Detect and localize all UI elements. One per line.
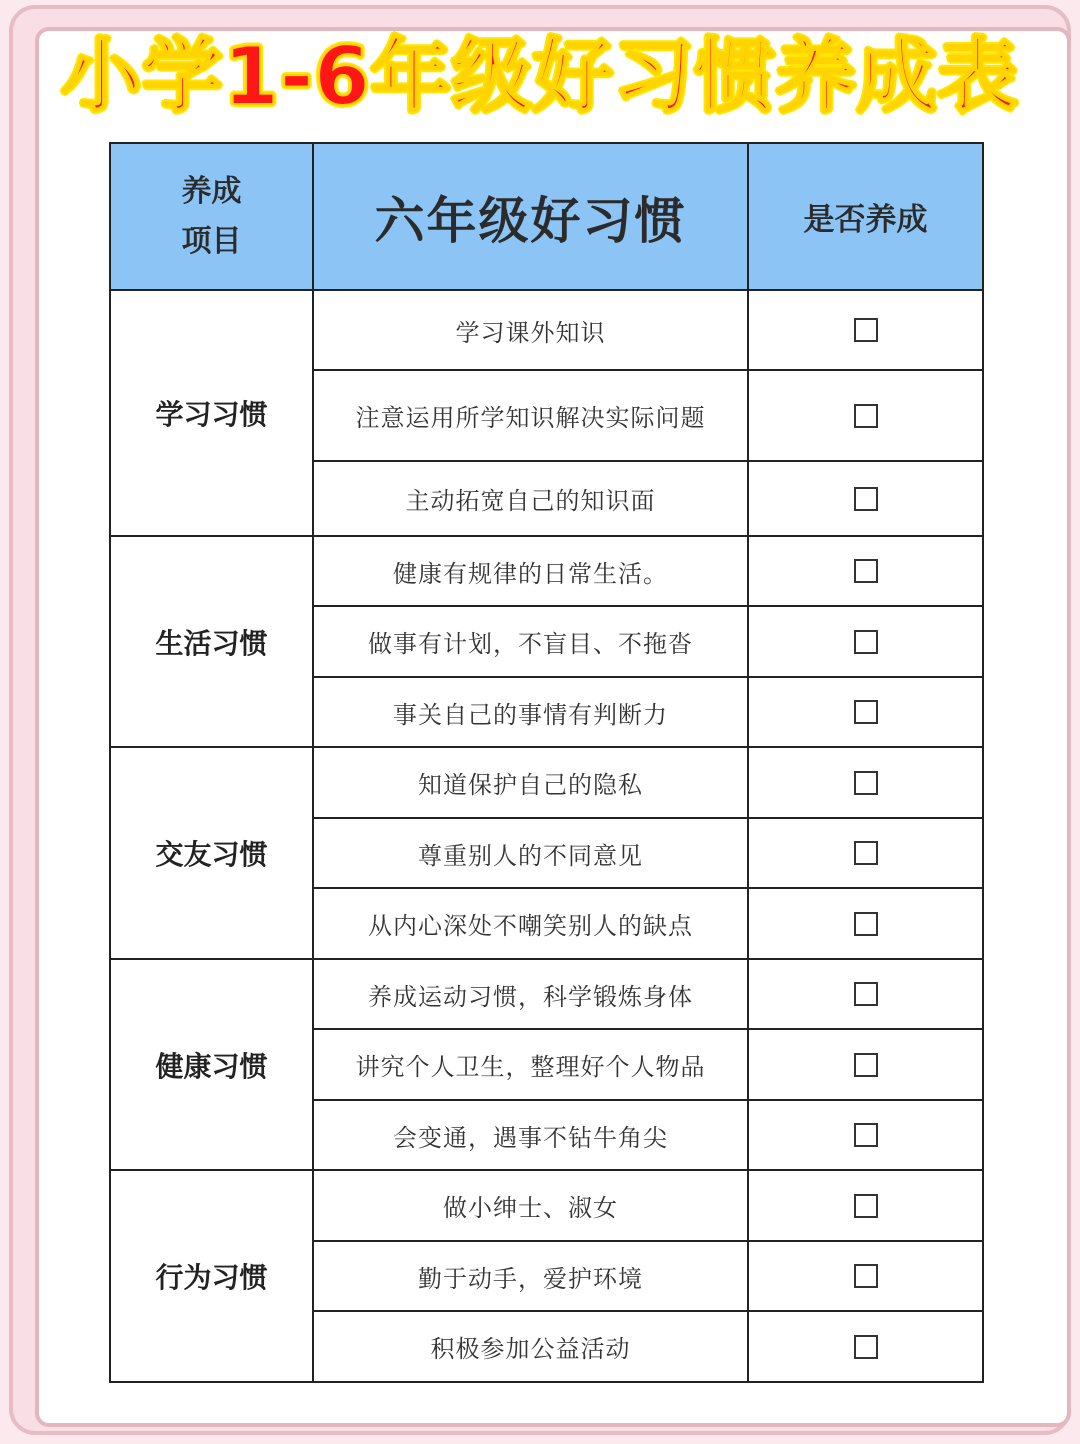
habit-checkbox[interactable] (854, 841, 878, 865)
check-cell (748, 606, 983, 677)
header-category-line2: 项目 (181, 223, 242, 259)
habit-checkbox[interactable] (854, 912, 878, 936)
habit-item: 勤于动手，爱护环境 (313, 1241, 748, 1311)
habit-item: 会变通，遇事不钻牛角尖 (313, 1100, 748, 1170)
header-grade-title: 六年级好习惯 (313, 143, 748, 290)
check-cell (748, 1311, 983, 1382)
habit-checkbox[interactable] (854, 1053, 878, 1077)
category-cell: 健康习惯 (110, 959, 313, 1170)
check-cell (748, 461, 983, 536)
check-cell (748, 370, 983, 461)
table-row (110, 290, 983, 370)
habit-checkbox[interactable] (854, 1335, 878, 1359)
table-row (110, 536, 983, 606)
habit-checkbox[interactable] (854, 630, 878, 654)
table-row (110, 959, 983, 1029)
habit-item: 学习课外知识 (313, 290, 748, 370)
check-cell (748, 536, 983, 606)
page-title: 小学1-6年级好习惯养成表 (61, 30, 1019, 123)
habit-checkbox[interactable] (854, 982, 878, 1006)
habit-item: 做事有计划，不盲目、不拖沓 (313, 606, 748, 677)
habit-checkbox[interactable] (854, 404, 878, 428)
check-cell (748, 818, 983, 888)
habit-checkbox[interactable] (854, 1264, 878, 1288)
habit-table (109, 142, 984, 1383)
habit-checkbox[interactable] (854, 771, 878, 795)
header-check-label: 是否养成 (748, 143, 983, 290)
category-cell: 交友习惯 (110, 747, 313, 959)
habit-checkbox[interactable] (854, 700, 878, 724)
habit-checkbox[interactable] (854, 1123, 878, 1147)
check-cell (748, 888, 983, 959)
habit-item: 健康有规律的日常生活。 (313, 536, 748, 606)
header-category-line1: 养成 (181, 173, 242, 209)
table-row (110, 1170, 983, 1241)
habit-checkbox[interactable] (854, 559, 878, 583)
habit-item: 知道保护自己的隐私 (313, 747, 748, 818)
habit-checkbox[interactable] (854, 1194, 878, 1218)
category-cell: 行为习惯 (110, 1170, 313, 1382)
habit-item: 从内心深处不嘲笑别人的缺点 (313, 888, 748, 959)
header-category (110, 143, 313, 290)
category-cell: 学习习惯 (110, 290, 313, 536)
check-cell (748, 1170, 983, 1241)
check-cell (748, 959, 983, 1029)
habit-item: 主动拓宽自己的知识面 (313, 461, 748, 536)
habit-item: 尊重别人的不同意见 (313, 818, 748, 888)
check-cell (748, 677, 983, 747)
category-cell: 生活习惯 (110, 536, 313, 747)
check-cell (748, 1100, 983, 1170)
habit-item: 注意运用所学知识解决实际问题 (313, 370, 748, 461)
habit-item: 做小绅士、淑女 (313, 1170, 748, 1241)
check-cell (748, 290, 983, 370)
habit-item: 讲究个人卫生，整理好个人物品 (313, 1029, 748, 1100)
habit-item: 积极参加公益活动 (313, 1311, 748, 1382)
habit-checkbox[interactable] (854, 318, 878, 342)
check-cell (748, 747, 983, 818)
table-header-row (110, 143, 983, 290)
habit-item: 事关自己的事情有判断力 (313, 677, 748, 747)
table-row (110, 747, 983, 818)
check-cell (748, 1241, 983, 1311)
habit-checkbox[interactable] (854, 487, 878, 511)
habit-item: 养成运动习惯，科学锻炼身体 (313, 959, 748, 1029)
check-cell (748, 1029, 983, 1100)
